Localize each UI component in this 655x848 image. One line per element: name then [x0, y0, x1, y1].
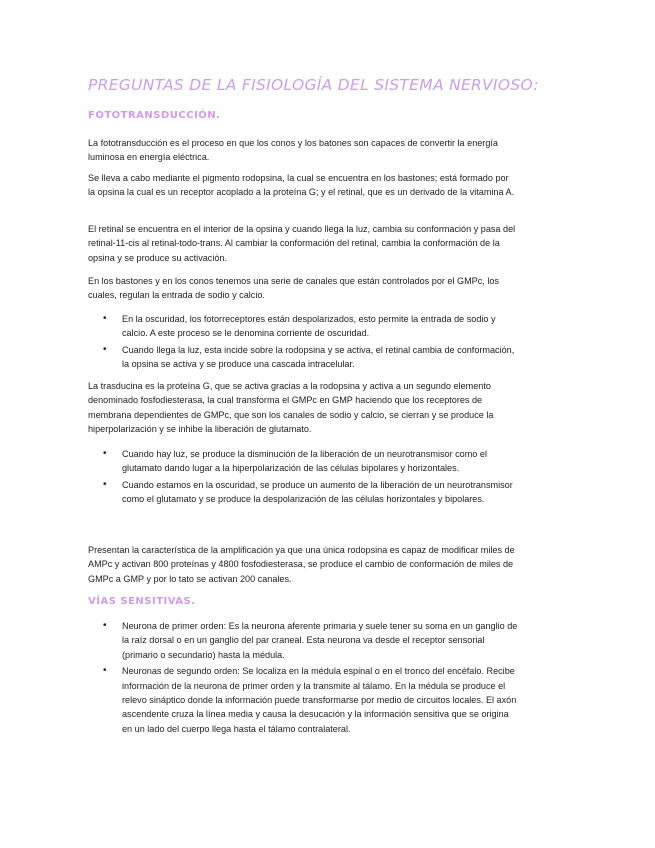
list-item — [100, 478, 520, 507]
paragraph-4: En los bastones y en los conos tenemos una serie de canales que están controlados por el GMPc, los cuales, regulan la entrada de sodio y calcio. — [88, 276, 499, 301]
paragraph-3: El retinal se encuentra en el interior de la opsina y cuando llega la luz, cambia su conformación y pasa del retinal-11-cis al retinal-todo-trans. Al cambiar la conformación del retinal, cambia la conformación de la opsina y se produce su activación. — [88, 224, 516, 263]
list-item — [100, 312, 520, 341]
section-heading-vias-sensitivas: VÍAS SENSITIVAS. — [88, 596, 196, 607]
list-item-text: Neuronas de segundo orden: Se localiza en la médula espinal o en el tronco del encéfalo. Recibe información de la neurona de primer orden y la transmite al tálamo. En la médula se produce el relevo sináptico donde la información puede transformarse por medio de circuitos locales. El axón ascendente cruza la línea media y causa la desucación y la información sensitiva que se origina en un lado del cuerpo llega hasta el tálamo contralateral. — [122, 666, 517, 734]
list-item-text: Cuando estamos en la oscuridad, se produce un aumento de la liberación de un neurotransmisor como el glutamato y se produce la despolarización de las células horizontales y bipolares. — [122, 479, 513, 505]
bullet-icon: • — [103, 478, 107, 490]
bullet-icon: • — [103, 665, 107, 677]
list-item-text: Cuando llega la luz, esta incide sobre la rodopsina y se activa, el retinal cambia de conformación, la opsina se activa y se produce una cascada intracelular. — [122, 344, 515, 370]
list-item — [100, 343, 520, 372]
bullet-icon: • — [103, 343, 107, 355]
page-title: PREGUNTAS DE LA FISIOLOGÍA DEL SISTEMA NERVIOSO: — [88, 76, 539, 94]
list-item — [100, 447, 520, 476]
list-item-text: En la oscuridad, los fotorreceptores están despolarizados, esto permite la entrada de sodio y calcio. A este proceso se le denomina corriente de oscuridad. — [122, 314, 496, 339]
paragraph-2: Se lleva a cabo mediante el pigmento rodopsina, la cual se encuentra en los bastones; está formado por la opsina la cual es un receptor acoplado a la proteína G; y el retinal, que es un derivado de la vitamina A. — [88, 173, 515, 198]
bullet-list-2 — [100, 447, 520, 507]
bullet-list-3 — [100, 619, 520, 736]
list-item-text: Cuando hay luz, se produce la disminución de la liberación de un neurotransmisor como el glutamato dando lugar a la hiperpolarización de las células bipolares y horizontales. — [122, 449, 487, 474]
list-item-text: Neurona de primer orden: Es la neurona aferente primaria y suele tener su soma en un ganglio de la raíz dorsal o en un ganglio del par craneal. Esta neurona va desde el receptor sensorial (primario o secundario) hasta la médula. — [122, 621, 518, 660]
section-heading-fototransduccion: FOTOTRANSDUCCIÓN. — [88, 110, 221, 121]
paragraph-6: Presentan la característica de la amplificación ya que una única rodopsina es capaz de modificar miles de AMPc y activan 800 proteínas y 4800 fosfodiesterasa, se produce el cambio de conformación de miles de GMPc a GMP y por lo tato se activan 200 canales. — [88, 545, 515, 584]
list-item — [100, 619, 520, 662]
list-item — [100, 664, 520, 736]
paragraph-1: La fototransducción es el proceso en que los conos y los batones son capaces de convertir la energía luminosa en energía eléctrica. — [88, 138, 498, 163]
bullet-icon: • — [103, 448, 107, 459]
bullet-list-1 — [100, 312, 520, 372]
paragraph-5: La trasducina es la proteína G, que se activa gracias a la rodopsina y activa a un segundo elemento denominado fosfodiesterasa, la cual transforma el GMPc en GMP haciendo que los receptores de membrana dependientes de GMPc, que son los canales de sodio y calcio, se cierran y se produce la hiperpolarización y se inhibe la liberación de glutamato. — [88, 381, 494, 435]
bullet-icon: • — [103, 313, 107, 324]
bullet-icon: • — [103, 620, 107, 631]
